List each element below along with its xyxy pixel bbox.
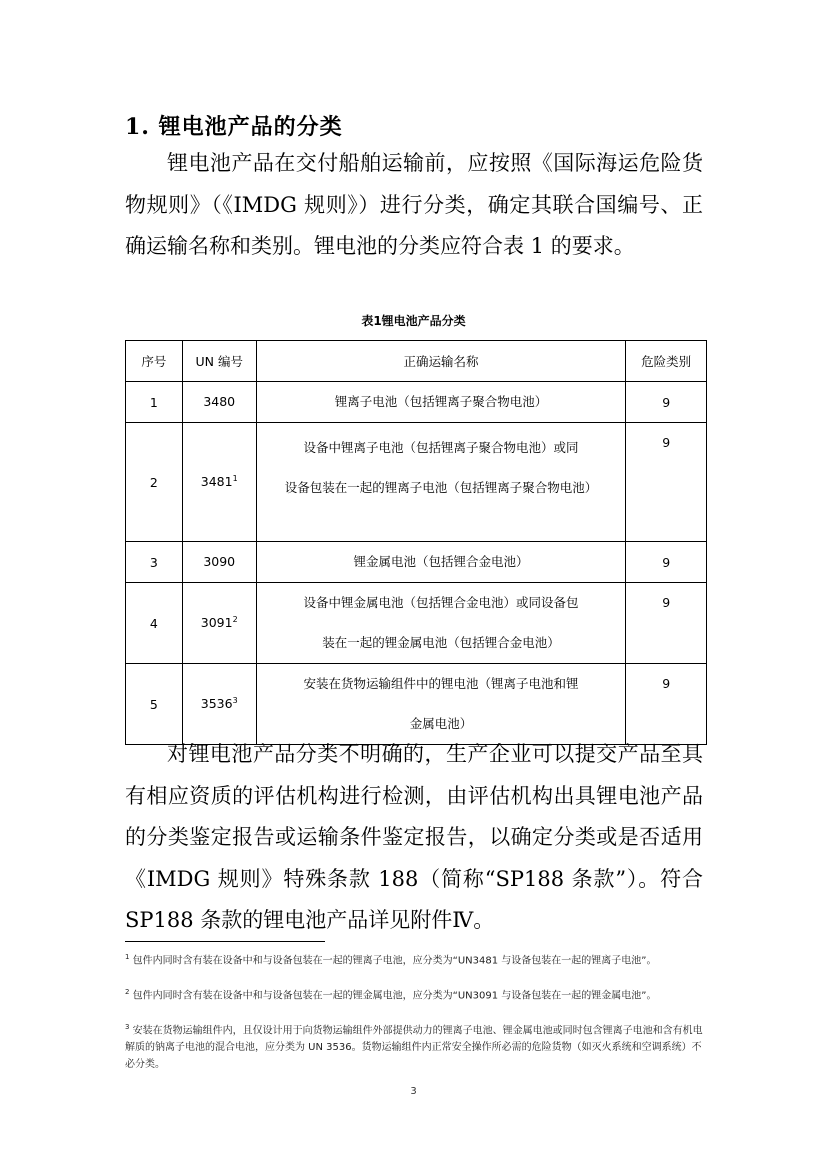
un-number: 3090 <box>203 554 236 570</box>
un-number: 3536 <box>200 696 233 712</box>
row-name-line: 装在一起的锂金属电池（包括锂合金电池） <box>322 635 560 650</box>
row-name <box>256 664 626 745</box>
footnote <box>125 1019 703 1073</box>
footnote-text: 安装在货物运输组件内，且仅设计用于向货物运输组件外部提供动力的锂离子电池、锂金属电池或同时包含锂离子电池和含有机电解质的钠离子电池的混合电池，应分类为 UN 3536。货物运输组件内正常安全操作所必需的危险货物（如灭火系统和空调系统）不必分类。 <box>125 1025 703 1071</box>
row-no: 4 <box>126 583 183 664</box>
header-no: 序号 <box>126 341 183 382</box>
row-no: 2 <box>126 423 183 542</box>
footnote <box>125 949 703 969</box>
table-row <box>126 382 707 423</box>
footnote-mark: 3 <box>125 1023 130 1031</box>
un-number: 3481 <box>200 474 233 490</box>
footnote-text: 包件内同时含有装在设备中和与设备包装在一起的锂离子电池，应分类为“UN3481 与设备包装在一起的锂离子电池”。 <box>132 955 657 967</box>
header-name: 正确运输名称 <box>256 341 626 382</box>
row-name: 锂离子电池（包括锂离子聚合物电池） <box>256 382 626 423</box>
table-row <box>126 423 707 542</box>
classification-table <box>125 340 707 745</box>
un-number: 3091 <box>200 615 233 631</box>
row-no: 3 <box>126 542 183 583</box>
row-class: 9 <box>626 382 707 423</box>
header-class: 危险类别 <box>626 341 707 382</box>
row-name <box>256 583 626 664</box>
footnote <box>125 984 703 1004</box>
section-heading: 1. 锂电池产品的分类 <box>125 114 343 140</box>
row-un <box>182 382 256 423</box>
row-name-line: 金属电池） <box>409 716 473 731</box>
row-un <box>182 583 256 664</box>
table-caption: 表1锂电池产品分类 <box>361 314 466 328</box>
classification-paragraph: 对锂电池产品分类不明确的，生产企业可以提交产品至具有相应资质的评估机构进行检测，由评估机构出具锂电池产品的分类鉴定报告或运输条件鉴定报告，以确定分类或是否适用《IMDG 规则》特殊条款 188（简称“SP188 条款”）。符合 SP188 条款的锂电池产品详见附件Ⅳ。 <box>125 742 703 932</box>
un-number: 3480 <box>203 394 236 410</box>
footnote-ref: 3 <box>232 696 238 706</box>
footnote-mark: 1 <box>125 953 130 961</box>
row-no: 1 <box>126 382 183 423</box>
footnote-mark: 2 <box>125 988 130 996</box>
table-header-row <box>126 341 707 382</box>
intro-paragraph: 锂电池产品在交付船舶运输前，应按照《国际海运危险货物规则》（《IMDG 规则》）进行分类，确定其联合国编号、正确运输名称和类别。锂电池的分类应符合表 1 的要求。 <box>125 151 703 258</box>
row-name-line: 设备中锂离子电池（包括锂离子聚合物电池）或同 <box>303 440 579 455</box>
row-class: 9 <box>626 583 707 664</box>
page-number: 3 <box>410 1086 417 1097</box>
footnote-text: 包件内同时含有装在设备中和与设备包装在一起的锂金属电池，应分类为“UN3091 与设备包装在一起的锂金属电池”。 <box>132 990 657 1002</box>
table-row <box>126 542 707 583</box>
row-name-line: 安装在货物运输组件中的锂电池（锂离子电池和锂 <box>303 676 579 691</box>
row-un <box>182 664 256 745</box>
table-row <box>126 664 707 745</box>
row-name-line: 设备包装在一起的锂离子电池（包括锂离子聚合物电池） <box>284 480 598 495</box>
footnote-divider <box>125 941 325 942</box>
row-un <box>182 423 256 542</box>
row-class: 9 <box>626 664 707 745</box>
row-un <box>182 542 256 583</box>
row-class: 9 <box>626 542 707 583</box>
row-class: 9 <box>626 423 707 542</box>
row-name <box>256 423 626 542</box>
row-no: 5 <box>126 664 183 745</box>
footnote-ref: 2 <box>232 615 238 625</box>
row-name: 锂金属电池（包括锂合金电池） <box>256 542 626 583</box>
table-row <box>126 583 707 664</box>
footnote-ref: 1 <box>232 474 238 484</box>
row-name-line: 设备中锂金属电池（包括锂合金电池）或同设备包 <box>303 595 579 610</box>
header-un: UN 编号 <box>182 341 256 382</box>
